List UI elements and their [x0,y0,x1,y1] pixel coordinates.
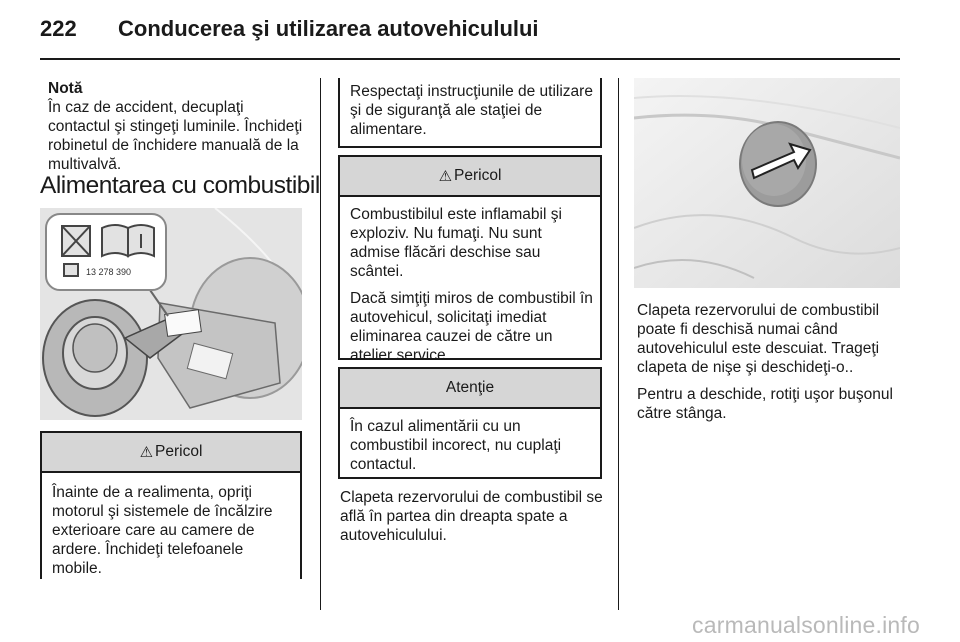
fuel-filler-drawing [40,208,302,420]
note-body: În caz de accident, decuplaţi contactul şi stingeţi luminile. Închideţi robinetul de închidere manuală de la multivalvă. [48,99,303,173]
danger-box-title: Pericol [454,167,502,184]
fuel-filler-illustration [40,208,302,420]
fuel-flap-paragraph: Pentru a deschide, rotiţi uşor buşonul către stânga. [637,386,893,422]
danger-paragraph: Dacă simţiţi miros de combustibil în autovehicul, solicitaţi imediat eliminarea cauzei de către un atelier service. [350,290,593,364]
fuel-flap-photo [634,78,900,288]
caution-box [338,367,602,479]
warning-triangle-icon: ⚠ [438,168,453,185]
danger-box-header [340,157,600,197]
danger-box [40,431,302,579]
continued-instructions-box [338,78,602,148]
illustration-label-code: 13 278 390 [86,267,132,277]
fuel-flap-paragraph: Clapeta rezervorului de combustibil poate fi deschisă numai când autovehiculul este descuiat. Trageţi clapeta de nişe şi deschideţi-o.. [637,302,880,376]
danger-box-header [42,433,300,473]
watermark: carmanualsonline.info [692,612,920,638]
caution-box-header [340,369,600,409]
section-title: Alimentarea cu combustibil [40,172,320,199]
danger-box [338,155,602,364]
danger-paragraph: Combustibilul este inflamabil şi exploziv. Nu fumaţi. Nu sunt admise flăcări deschise sau scântei. [350,206,562,280]
page-header-title: Conducerea şi utilizarea autovehiculului [118,16,539,41]
fuel-flap-location-text: Clapeta rezervorului de combustibil se află în partea din dreapta spate a autovehiculului. [340,489,603,544]
fuel-flap-drawing [634,78,900,288]
page-number: 222 [40,16,77,41]
warning-triangle-icon: ⚠ [139,444,154,461]
caution-box-title: Atenţie [445,379,495,396]
column-divider [320,78,321,610]
danger-box-body: Înainte de a realimenta, opriţi motorul şi sistemele de încălzire exterioare care au camere de ardere. Închideţi telefoanele mobile. [52,484,273,577]
header-divider [40,58,900,60]
danger-box-title: Pericol [155,443,203,460]
note-title: Notă [48,80,83,97]
continued-instructions-text: Respectaţi instrucţiunile de utilizare şi de siguranţă ale staţiei de alimentare. [350,83,593,138]
fuel-flap-instructions [637,301,899,431]
caution-box-body: În cazul alimentării cu un combustibil incorect, nu cuplaţi contactul. [350,418,562,473]
column-divider [618,78,619,610]
